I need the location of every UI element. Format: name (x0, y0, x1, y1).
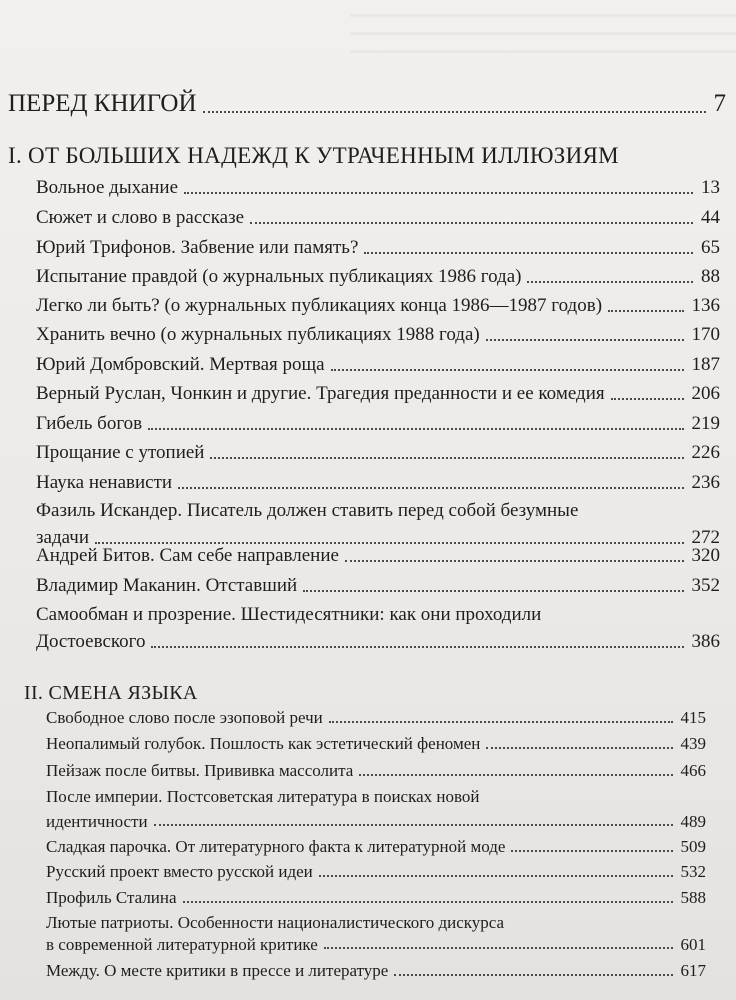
entry-title-continuation: Достоевского (36, 630, 146, 652)
entry-title: Прощание с утопией (36, 442, 205, 463)
toc-entry-continuation (46, 936, 706, 955)
entry-page: 617 (680, 961, 706, 980)
entry-title: После империи. Постсоветская литература в поисках новой (46, 787, 480, 806)
dot-leader (203, 111, 706, 113)
entry-title: Профиль Сталина (46, 888, 177, 907)
toc-entry (36, 605, 720, 653)
entry-title: Юрий Трифонов. Забвение или память? (36, 237, 359, 258)
dot-leader (611, 398, 684, 400)
toc-entry-continuation (46, 813, 706, 832)
entry-title: Андрей Битов. Сам себе направление (36, 545, 339, 566)
dot-leader (331, 369, 684, 371)
entry-page: 272 (691, 526, 720, 548)
toc-entry (46, 735, 706, 754)
entry-title: Испытание правдой (о журнальных публикациях 1986 года) (36, 266, 522, 287)
entry-title: Русский проект вместо русской идеи (46, 862, 313, 881)
toc-entry (36, 443, 720, 464)
entry-page: 13 (701, 177, 720, 198)
dot-leader (154, 824, 673, 826)
entry-title-continuation: идентичности (46, 811, 148, 831)
entry-page: 466 (680, 761, 706, 780)
toc-entry (46, 762, 706, 781)
dot-leader (319, 875, 673, 877)
entry-title: Свободное слово после эзоповой речи (46, 708, 323, 727)
toc-entry (46, 962, 706, 981)
entry-page: 509 (680, 837, 706, 856)
entry-title-continuation: задачи (36, 526, 90, 548)
toc-entry (36, 238, 720, 259)
entry-title: Вольное дыхание (36, 177, 179, 198)
entry-page: 7 (713, 90, 726, 117)
dot-leader (151, 646, 683, 648)
entry-title: Неопалимый голубок. Пошлость как эстетический феномен (46, 734, 481, 753)
entry-page: 187 (691, 354, 720, 375)
dot-leader (359, 774, 672, 776)
dot-leader (324, 947, 673, 949)
entry-page: 489 (680, 811, 706, 831)
dot-leader (303, 590, 683, 592)
entry-page: 439 (680, 734, 706, 753)
dot-leader (329, 721, 673, 723)
entry-page: 532 (680, 862, 706, 881)
entry-title: Пейзаж после битвы. Прививка массолита (46, 761, 354, 780)
toc-entry (46, 889, 706, 908)
toc-entry (46, 838, 706, 857)
toc-entry (36, 355, 720, 376)
toc-entry-continuation (36, 632, 720, 653)
entry-page: 88 (701, 266, 720, 287)
toc-entry (46, 914, 706, 954)
toc-entry (36, 267, 720, 288)
toc-entry (36, 384, 720, 405)
entry-title: Сладкая парочка. От литературного факта к литературной моде (46, 837, 506, 856)
dot-leader (250, 222, 693, 224)
entry-page: 601 (680, 934, 706, 954)
toc-entry (46, 863, 706, 882)
dot-leader (486, 747, 672, 749)
toc-entry (36, 208, 720, 229)
dot-leader (183, 901, 673, 903)
dot-leader (527, 281, 693, 283)
dot-leader (511, 850, 672, 852)
entry-page: 386 (691, 630, 720, 652)
entry-title: Между. О месте критики в прессе и литературе (46, 961, 389, 980)
entry-page: 352 (691, 575, 720, 596)
dot-leader (148, 428, 683, 430)
entry-title: Верный Руслан, Чонкин и другие. Трагедия преданности и ее комедия (36, 383, 605, 404)
entry-title: Лютые патриоты. Особенности националистического дискурса (46, 913, 505, 932)
entry-page: 320 (691, 545, 720, 566)
toc-entry (36, 546, 720, 567)
toc-entry (36, 325, 720, 346)
entry-page: 65 (701, 237, 720, 258)
dot-leader (345, 560, 684, 562)
entry-title: Фазиль Искандер. Писатель должен ставить перед собой безумные (36, 500, 579, 521)
entry-page: 219 (691, 413, 720, 434)
entry-title: Самообман и прозрение. Шестидесятники: как они проходили (36, 604, 542, 625)
entry-title: Юрий Домбровский. Мертвая роща (36, 354, 325, 375)
entry-page: 170 (691, 324, 720, 345)
toc-entry (36, 296, 720, 317)
entry-title: Хранить вечно (о журнальных публикациях 1988 года) (36, 324, 480, 345)
toc-entry (36, 576, 720, 597)
entry-title: Гибель богов (36, 413, 143, 434)
toc-entry (46, 709, 706, 728)
toc-entry (36, 414, 720, 435)
entry-title: Легко ли быть? (о журнальных публикациях конца 1986—1987 годов) (36, 295, 603, 316)
toc-entry (36, 473, 720, 494)
toc-entry (36, 501, 720, 549)
entry-page: 236 (691, 472, 720, 493)
dot-leader (95, 542, 683, 544)
toc-entry (46, 788, 706, 831)
section-heading: II. СМЕНА ЯЗЫКА (24, 682, 198, 704)
show-through-text (350, 0, 736, 60)
dot-leader (364, 252, 693, 254)
dot-leader (184, 192, 693, 194)
entry-page: 415 (680, 708, 706, 727)
entry-page: 206 (691, 383, 720, 404)
entry-title-continuation: в современной литературной критике (46, 934, 318, 954)
entry-page: 136 (691, 295, 720, 316)
dot-leader (486, 339, 684, 341)
dot-leader (210, 457, 683, 459)
entry-page: 588 (680, 888, 706, 907)
entry-title: Наука ненависти (36, 472, 173, 493)
toc-entry-intro (8, 90, 726, 118)
toc-entry (36, 178, 720, 199)
entry-page: 226 (691, 442, 720, 463)
section-heading: I. ОТ БОЛЬШИХ НАДЕЖД К УТРАЧЕННЫМ ИЛЛЮЗИЯМ (8, 143, 619, 168)
dot-leader (178, 487, 683, 489)
entry-title: ПЕРЕД КНИГОЙ (8, 90, 197, 117)
dot-leader (394, 974, 672, 976)
entry-title: Владимир Маканин. Отставший (36, 575, 298, 596)
entry-page: 44 (701, 207, 720, 228)
dot-leader (608, 310, 683, 312)
entry-title: Сюжет и слово в рассказе (36, 207, 245, 228)
